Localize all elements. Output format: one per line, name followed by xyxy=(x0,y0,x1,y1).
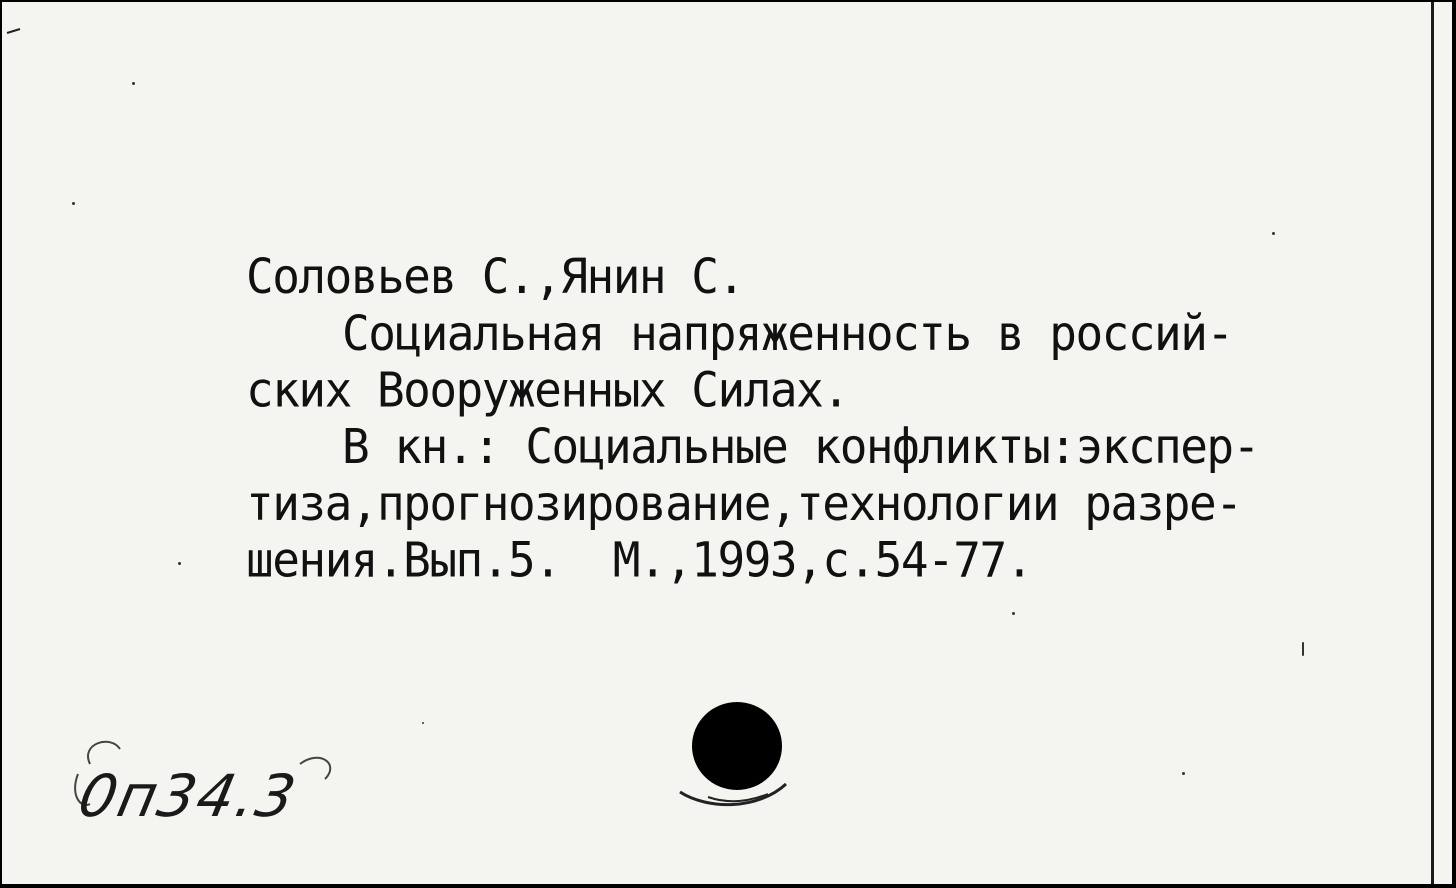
entry-author: Соловьев С.,Янин С. xyxy=(246,248,744,305)
entry-source-line-1: В кн.: Социальные конфликты:экспер- xyxy=(342,418,1259,475)
speck xyxy=(132,82,135,85)
speck xyxy=(178,562,181,565)
entry-title-line-2: ских Вооруженных Силах. xyxy=(246,361,849,419)
speck xyxy=(72,202,75,205)
speck xyxy=(1272,232,1275,235)
punch-hole-tear-icon xyxy=(678,772,788,812)
card-edge-line xyxy=(1431,2,1434,884)
shelf-mark: 0п34.3 xyxy=(72,762,304,830)
entry-source-line-3: шения.Вып.5. М.,1993,с.54-77. xyxy=(246,531,1032,589)
bibliographic-entry xyxy=(246,248,1426,588)
speck xyxy=(1012,612,1015,615)
speck xyxy=(422,722,424,724)
speck xyxy=(1302,642,1304,656)
entry-source-line-2: тиза,прогнозирование,технологии разре- xyxy=(246,474,1242,532)
entry-title-line-1: Социальная напряженность в россий- xyxy=(342,304,1233,362)
speck xyxy=(1182,772,1185,775)
catalog-card xyxy=(2,2,1452,884)
corner-scratch-icon xyxy=(6,28,22,34)
